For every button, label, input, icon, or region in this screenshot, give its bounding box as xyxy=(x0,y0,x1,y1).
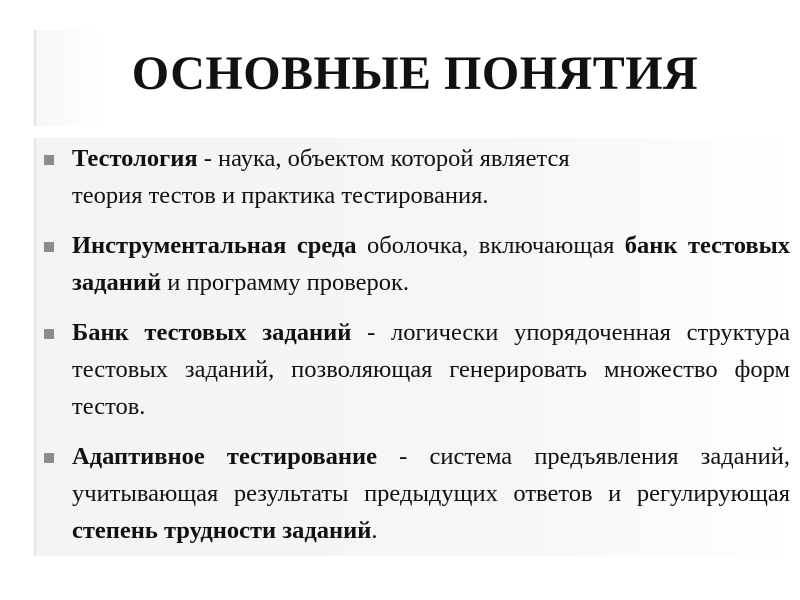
definition-item xyxy=(42,314,790,425)
definition-text: оболочка, включающая xyxy=(356,232,625,259)
square-bullet-icon xyxy=(44,453,54,463)
definition-item xyxy=(42,227,790,301)
term: Тестология xyxy=(72,145,198,172)
term: Банк тестовых заданий xyxy=(72,319,352,346)
definition-item xyxy=(42,438,790,549)
highlighted-term: банк тестовых заданий xyxy=(72,232,790,296)
definition-text: - система предъявления заданий, учитывающая результаты предыдущих ответов и регулирующая xyxy=(72,443,790,507)
definition-text: - логически упорядоченная структура тестовых заданий, позволяющая генерировать множество форм тестов. xyxy=(72,319,790,420)
highlighted-term: степень трудности заданий xyxy=(72,517,372,544)
definition-item xyxy=(42,140,790,214)
definition-text: . xyxy=(371,517,378,544)
term: Адаптивное тестирование xyxy=(72,443,378,470)
definitions-list xyxy=(42,140,790,562)
definition-text: и программу проверок. xyxy=(161,269,410,296)
term: Инструментальная среда xyxy=(72,232,357,259)
slide-title: ОСНОВНЫЕ ПОНЯТИЯ xyxy=(131,47,699,100)
definition-text: - наука, объектом которой является теория тестов и практика тестирования. xyxy=(72,145,570,209)
square-bullet-icon xyxy=(44,242,54,252)
square-bullet-icon xyxy=(44,155,54,165)
square-bullet-icon xyxy=(44,329,54,339)
